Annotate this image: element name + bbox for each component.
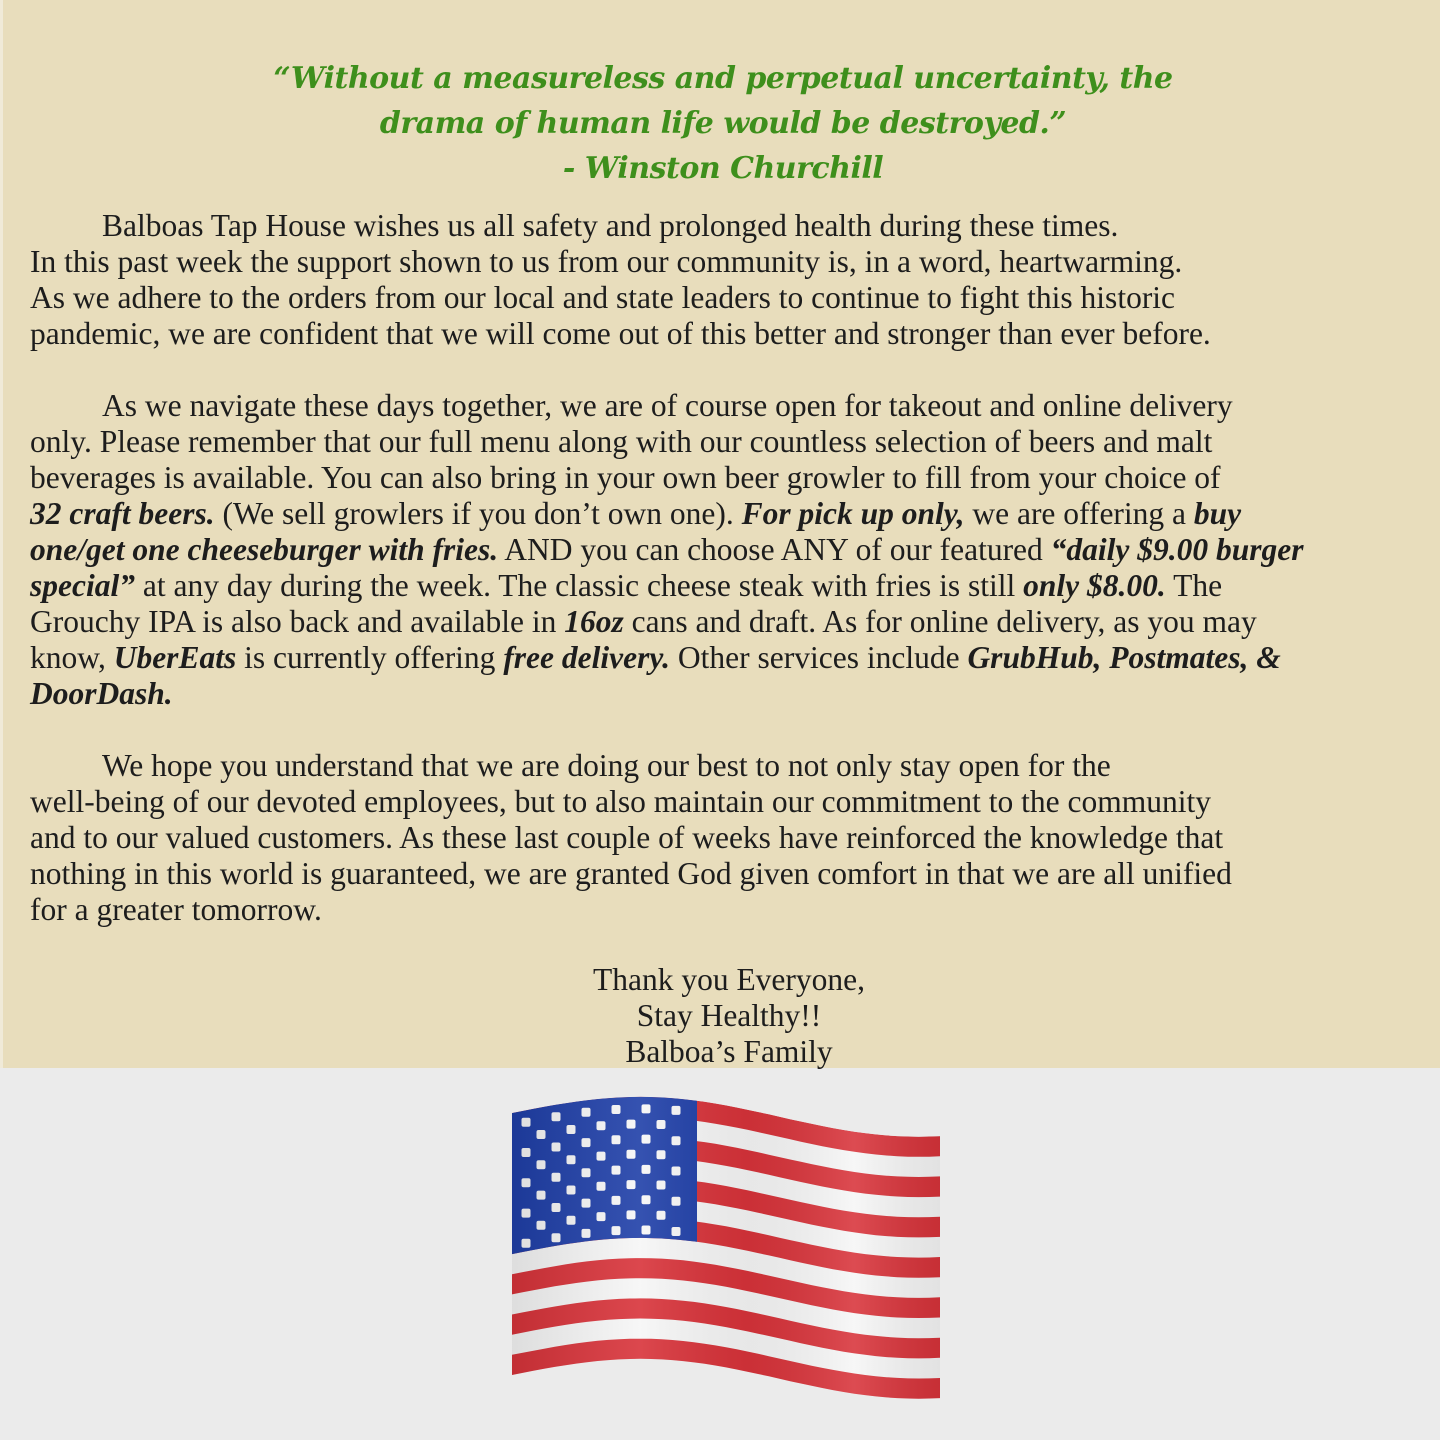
paragraph-takeout [30, 388, 1430, 712]
paragraph-3-line-3: and to our valued customers. As these last couple of weeks have reinforced the knowledge that [30, 820, 1224, 855]
buy-highlight: buy [1193, 496, 1242, 531]
free-delivery-highlight: free delivery. [503, 640, 671, 675]
doordash-highlight: DoorDash. [30, 676, 173, 711]
other-services-text: Other services include [670, 640, 968, 675]
quote-line-1: “Without a measureless and perpetual uncertainty, the [273, 61, 1173, 96]
us-flag-graphic [500, 1085, 950, 1400]
signoff [3, 962, 1440, 1070]
currently-offering-text: is currently offering [236, 640, 504, 675]
signoff-stay-healthy: Stay Healthy!! [636, 998, 822, 1033]
paragraph-safety [30, 208, 1430, 352]
pick-up-only-highlight: For pick up only, [741, 496, 965, 531]
cheese-steak-price-highlight: only $8.00. [1023, 568, 1166, 603]
paragraph-3-line-4: nothing in this world is guaranteed, we are granted God given comfort in that we are all unified [30, 856, 1232, 891]
paragraph-1-line-3: As we adhere to the orders from our local and state leaders to continue to fight this historic [30, 280, 1176, 315]
paragraph-2-line-6 [30, 568, 1430, 604]
paragraph-1-line-2: In this past week the support shown to us from our community is, in a word, heartwarming. [30, 244, 1183, 279]
special-highlight: special” [30, 568, 135, 603]
know-text: know, [30, 640, 114, 675]
paragraph-2-line-9 [30, 676, 1430, 712]
paragraph-3-line-5: for a greater tomorrow. [30, 892, 322, 927]
bogo-cheeseburger-highlight: one/get one cheeseburger with fries. [30, 532, 499, 567]
quote-line-2: drama of human life would be destroyed.” [379, 106, 1067, 141]
signoff-thanks: Thank you Everyone, [592, 962, 866, 997]
16oz-highlight: 16oz [564, 604, 624, 639]
craft-beers-highlight: 32 craft beers. [30, 496, 215, 531]
daily-burger-highlight: “daily $9.00 burger [1050, 532, 1304, 567]
paragraph-3-line-1: We hope you understand that we are doing our best to not only stay open for the [102, 748, 1111, 783]
paragraph-2-line-2: only. Please remember that our full menu along with our countless selection of beers and malt [30, 424, 1213, 459]
signoff-family: Balboa’s Family [625, 1034, 833, 1069]
paragraph-commitment [30, 748, 1430, 928]
offering-text: we are offering a [964, 496, 1194, 531]
paragraph-1-line-4: pandemic, we are confident that we will come out of this better and stronger than ever before. [30, 316, 1211, 351]
paragraph-2-line-5 [30, 532, 1430, 568]
paragraph-2-line-7 [30, 604, 1430, 640]
the-text: The [1165, 568, 1223, 603]
paragraph-2-line-1: As we navigate these days together, we are of course open for takeout and online delivery [102, 388, 1233, 423]
cans-draft-text: cans and draft. As for online delivery, as you may [623, 604, 1257, 639]
paragraph-3-line-2: well-being of our devoted employees, but to also maintain our commitment to the community [30, 784, 1212, 819]
paragraph-1-line-1: Balboas Tap House wishes us all safety and prolonged health during these times. [102, 208, 1119, 243]
delivery-services-highlight: GrubHub, Postmates, & [967, 640, 1281, 675]
us-flag-icon [500, 1085, 950, 1400]
ubereats-highlight: UberEats [113, 640, 237, 675]
letter-body [30, 208, 1430, 964]
growler-note: (We sell growlers if you don’t own one). [214, 496, 742, 531]
paragraph-2-line-3: beverages is available. You can also bring in your own beer growler to fill from your choice of [30, 460, 1221, 495]
paragraph-2-line-8 [30, 640, 1430, 676]
paragraph-2-line-4 [30, 496, 1430, 532]
grouchy-ipa-text: Grouchy IPA is also back and available in [30, 604, 565, 639]
cheese-steak-text: at any day during the week. The classic cheese steak with fries is still [134, 568, 1024, 603]
featured-text: AND you can choose ANY of our featured [498, 532, 1051, 567]
quote-attribution: - Winston Churchill [562, 151, 884, 186]
churchill-quote [3, 56, 1440, 191]
